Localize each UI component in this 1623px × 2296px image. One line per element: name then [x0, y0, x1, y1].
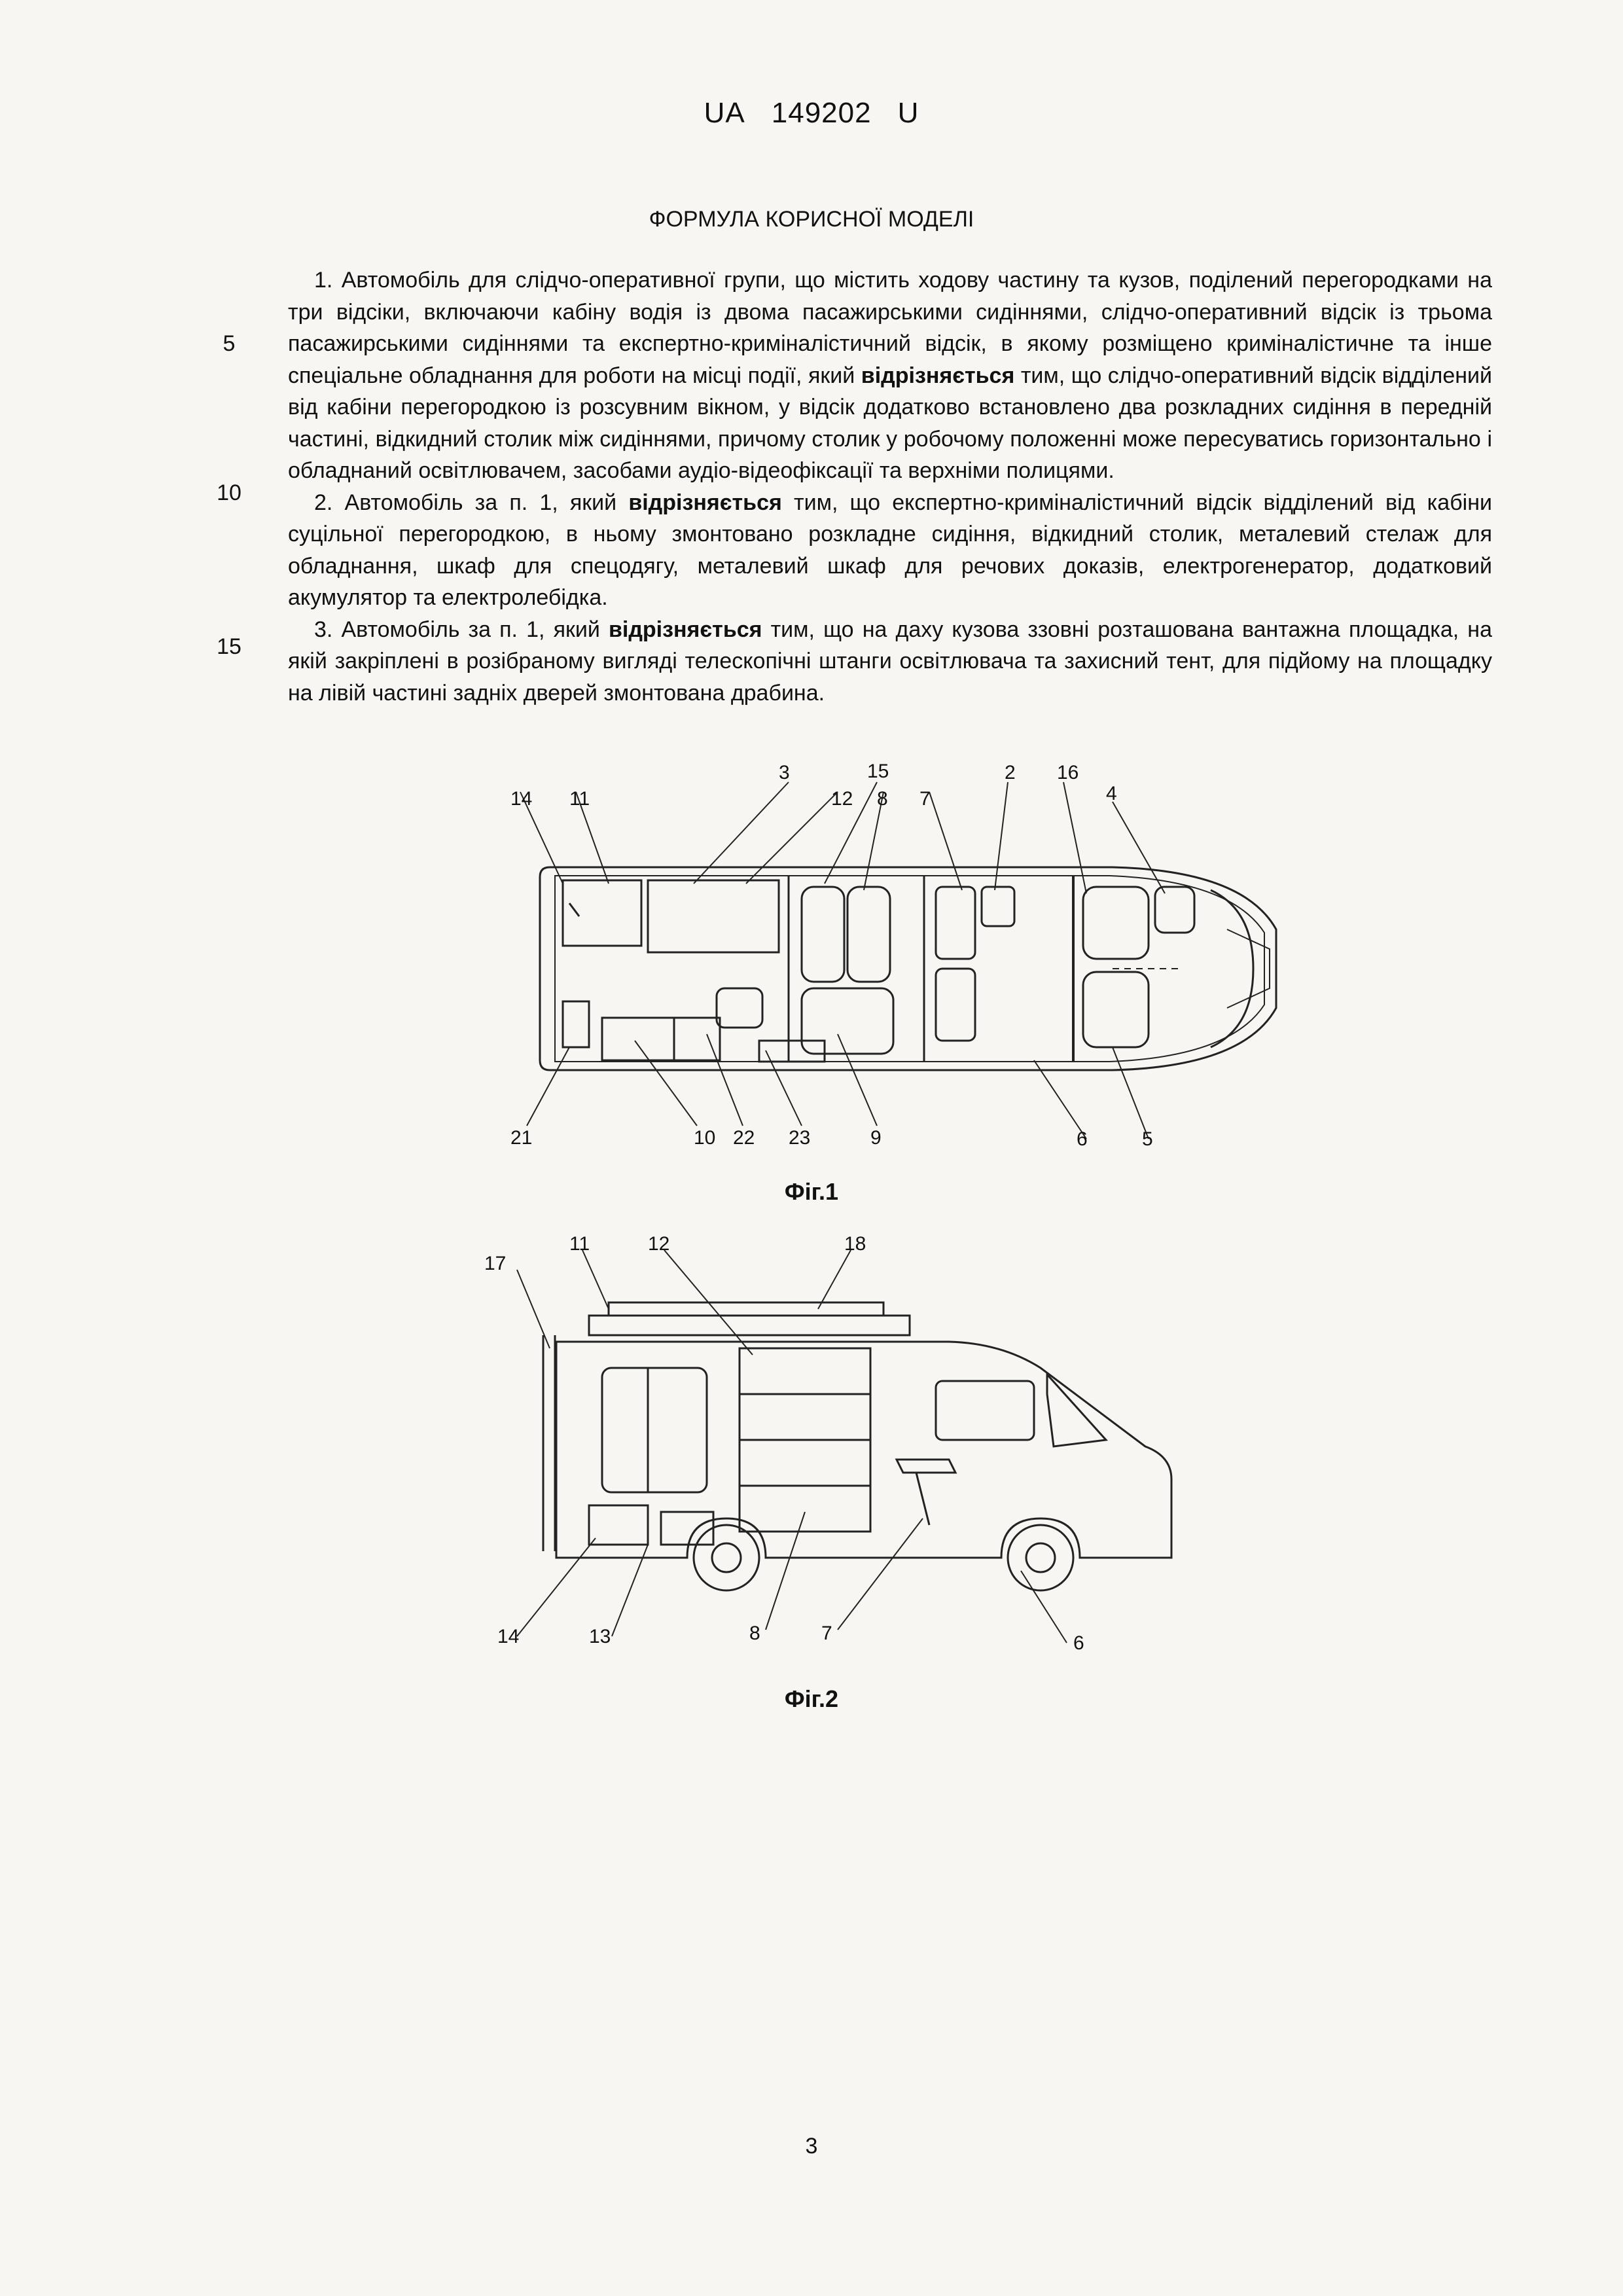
fig2-label-11: 11 — [569, 1233, 590, 1255]
fig1-label-14: 14 — [510, 788, 533, 810]
fig1-label-7: 7 — [919, 788, 931, 810]
patent-header — [0, 97, 1623, 130]
fig1-label-6: 6 — [1077, 1128, 1088, 1150]
fig1-label-8: 8 — [877, 788, 888, 810]
figure-2-drawing — [478, 1230, 1329, 1662]
line-number: 5 — [223, 331, 236, 356]
figure-2 — [478, 1230, 1329, 1662]
fig1-label-16: 16 — [1057, 762, 1079, 783]
line-number: 10 — [217, 480, 241, 505]
header-country: UA — [704, 97, 745, 129]
fig1-label-11: 11 — [569, 788, 590, 810]
claims-heading: ФОРМУЛА КОРИСНОЇ МОДЕЛІ — [649, 207, 974, 232]
fig2-label-14: 14 — [497, 1626, 520, 1647]
line-number: 15 — [217, 634, 241, 659]
header-number: 149202 — [771, 97, 872, 129]
fig1-label-5: 5 — [1142, 1128, 1153, 1150]
figure-1-caption: Фіг.1 — [784, 1178, 839, 1205]
fig1-label-9: 9 — [870, 1127, 882, 1149]
fig2-label-12: 12 — [648, 1233, 670, 1255]
fig1-label-23: 23 — [789, 1127, 811, 1149]
fig2-label-6: 6 — [1073, 1632, 1084, 1654]
fig2-label-13: 13 — [589, 1626, 611, 1647]
fig1-label-21: 21 — [510, 1127, 533, 1149]
fig1-label-15: 15 — [867, 761, 889, 782]
claim-2: 2. Автомобіль за п. 1, який відрізняється тим, що експертно-криміналістичний відсік відділений від кабіни суцільної перегородкою, в ньому змонтовано розкладне сидіння, відкидний столик, металевий стелаж для обладнання, шкаф для спецодягу, металевий шкаф для речових доказів, електрогенератор, додатковий акумулятор та електролебідка. — [288, 490, 1492, 610]
figure-1 — [458, 753, 1322, 1158]
fig1-label-3: 3 — [779, 762, 790, 783]
claim-3: 3. Автомобіль за п. 1, який відрізняється тим, що на даху кузова ззовні розташована вантажна площадка, на якій закріплені в розібраному вигляді телескопічні штанги освітлювача та захисний тент, для підйому на площадку на лівій частині задніх дверей змонтована драбина. — [288, 617, 1492, 706]
figure-1-drawing — [458, 753, 1322, 1158]
fig2-label-8: 8 — [749, 1623, 760, 1644]
fig1-label-12: 12 — [831, 788, 853, 810]
fig2-label-7: 7 — [821, 1623, 832, 1644]
header-kind: U — [897, 97, 919, 129]
fig1-label-4: 4 — [1106, 783, 1117, 804]
fig2-label-18: 18 — [844, 1233, 866, 1255]
fig2-label-17: 17 — [484, 1253, 507, 1274]
fig1-label-10: 10 — [694, 1127, 716, 1149]
claims-text — [288, 264, 1492, 709]
figure-2-caption: Фіг.2 — [784, 1685, 839, 1712]
fig1-label-2: 2 — [1005, 762, 1016, 783]
claim-1: 1. Автомобіль для слідчо-оперативної групи, що містить ходову частину та кузов, поділений перегородками на три відсіки, включаючи кабіну водія із двома пасажирськими сидіннями, слідчо-оперативний відсік із трьома пасажирськими сидіннями та експертно-криміналістичний відсік, в якому розміщено криміналістичне та інше спеціальне обладнання для роботи на місці події, який відрізняється тим, що слідчо-оперативний відсік відділений від кабіни перегородкою із розсувним вікном, у відсік додатково встановлено два розкладних сидіння в передній частині, відкидний столик між сидіннями, причому столик у робочому положенні може пересуватись горизонтально і обладнаний освітлювачем, засобами аудіо-відеофіксації та верхніми полицями. — [288, 268, 1492, 483]
page-number: 3 — [805, 2134, 818, 2159]
fig1-label-22: 22 — [733, 1127, 755, 1149]
